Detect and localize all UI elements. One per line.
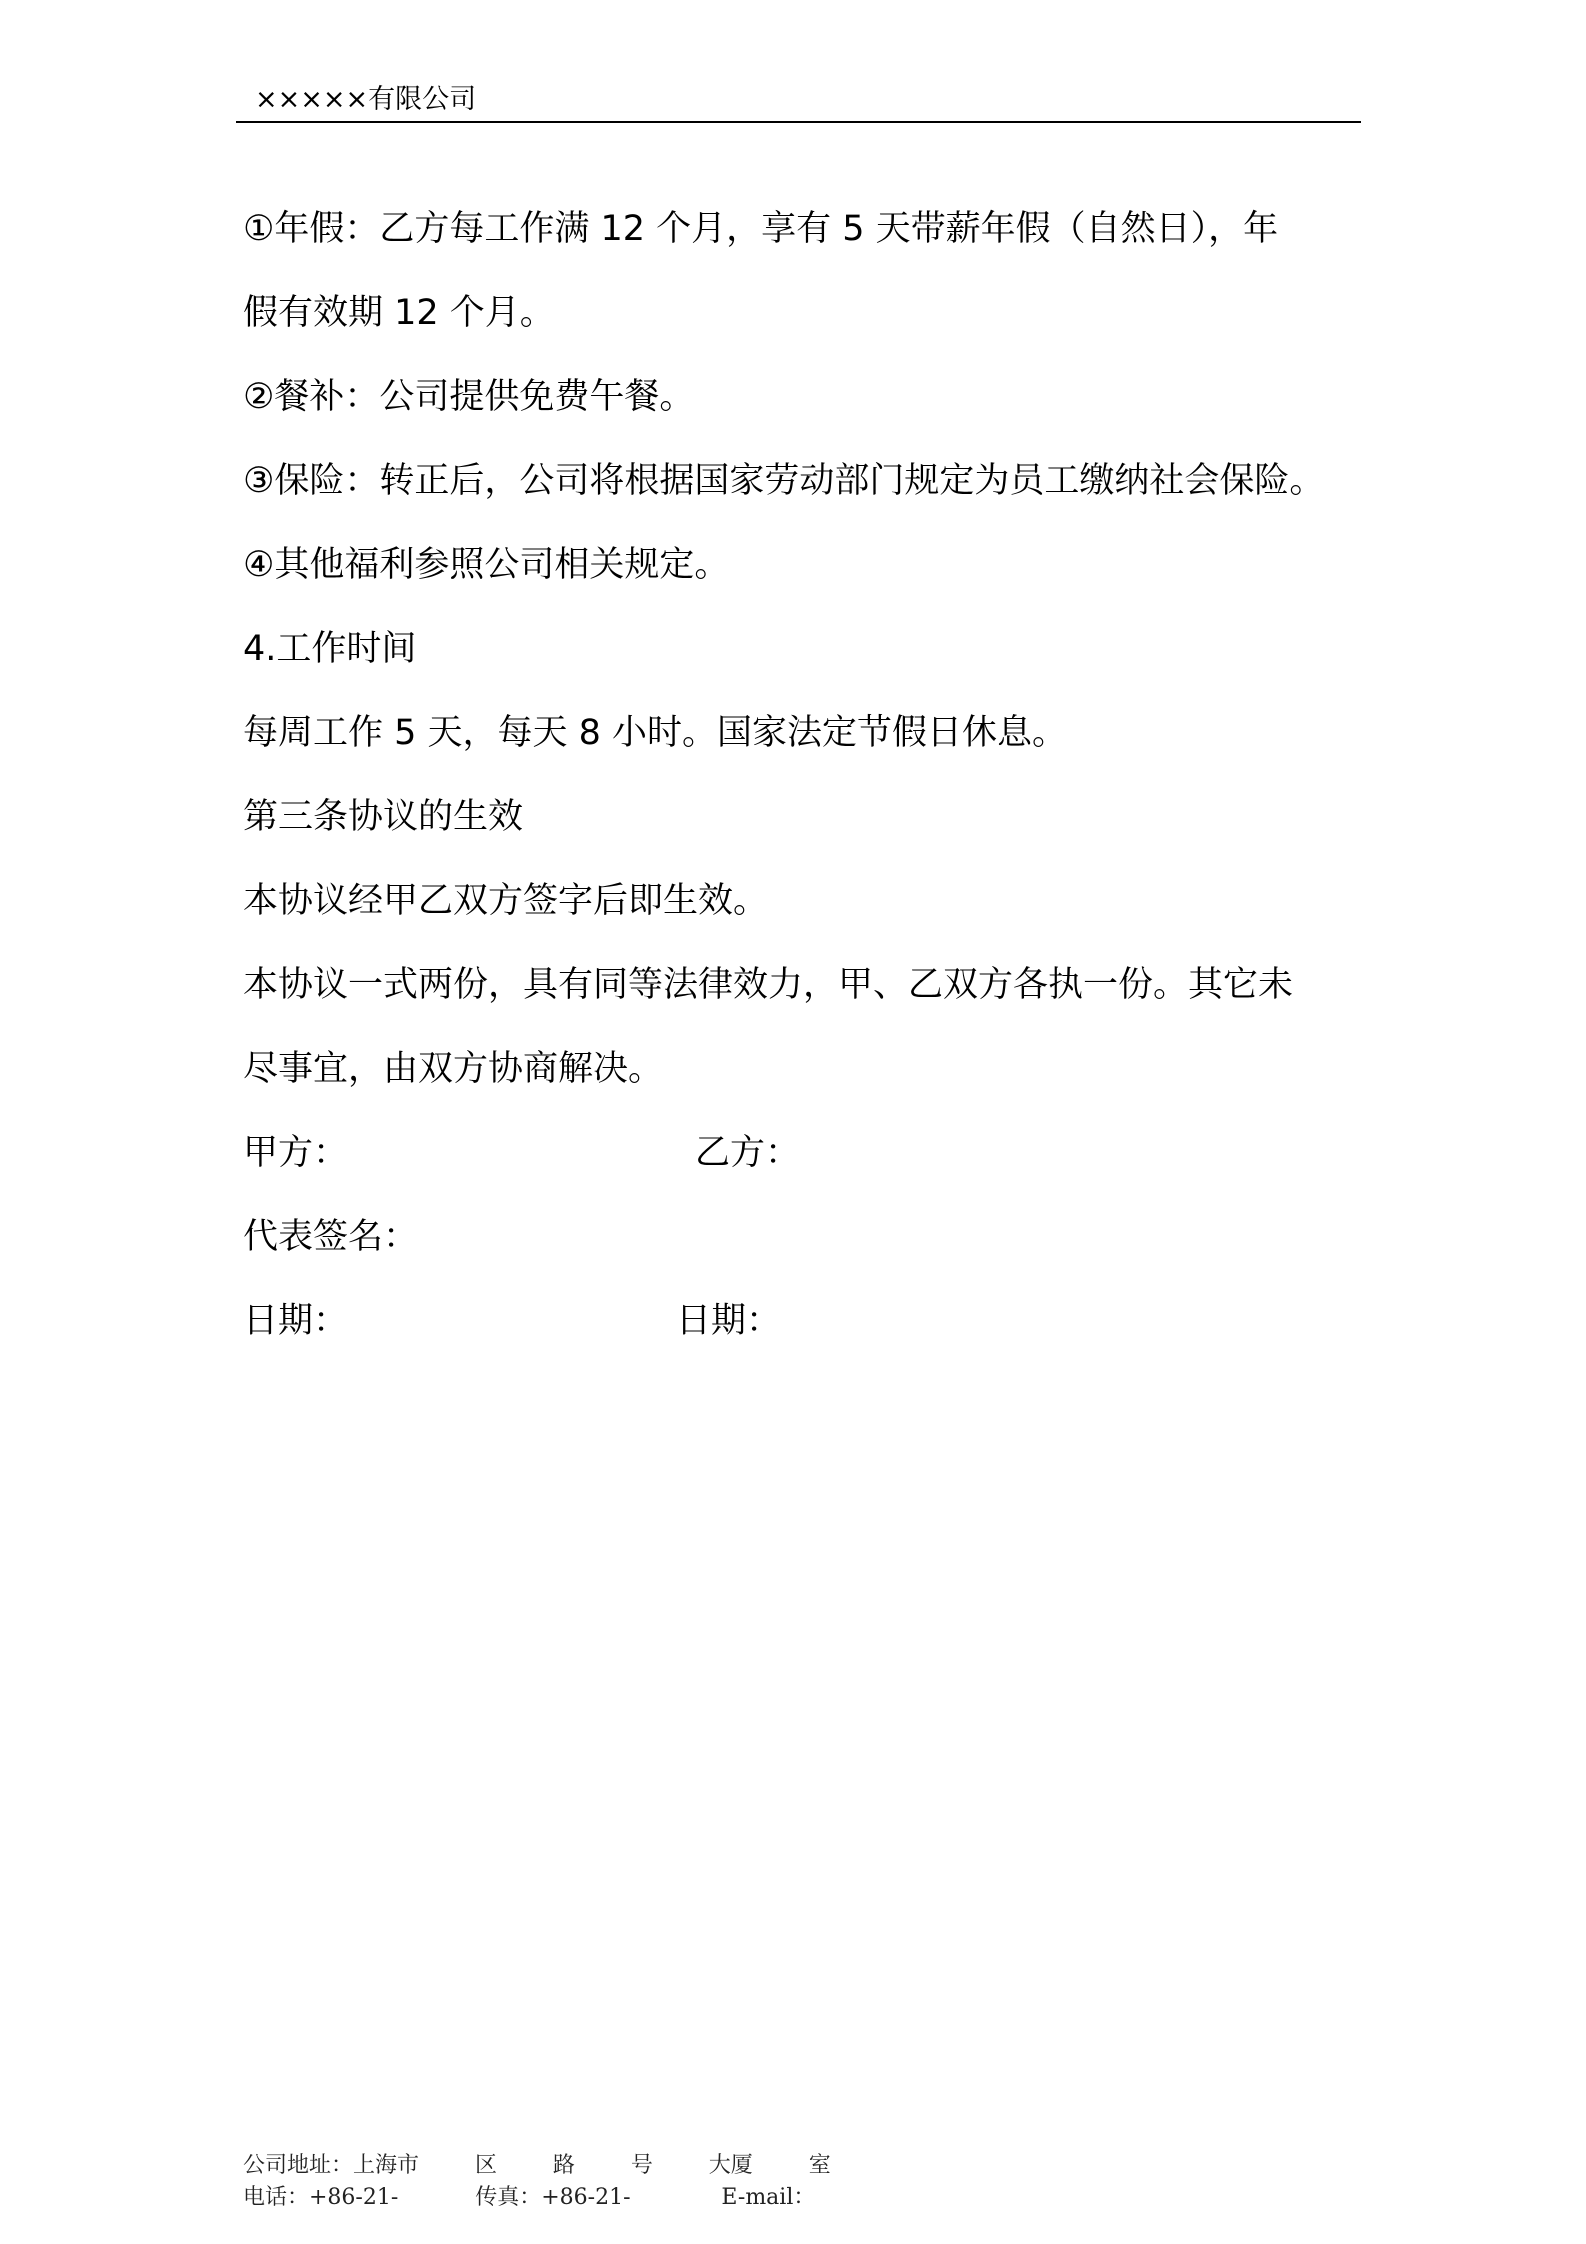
effective-clause-line: 本协议经甲乙双方签字后即生效。 xyxy=(243,881,769,921)
insurance-line: ③保险：转正后，公司将根据国家劳动部门规定为员工缴纳社会保险。 xyxy=(243,461,1325,501)
header-divider xyxy=(236,121,1361,123)
party-b-date-label: 日期： xyxy=(676,1301,782,1341)
copies-clause-line-2: 尽事宜，由双方协商解决。 xyxy=(243,1049,664,1089)
other-benefits-line: ④其他福利参照公司相关规定。 xyxy=(243,545,730,585)
meal-allowance-line: ②餐补：公司提供免费午餐。 xyxy=(243,377,695,417)
party-a-label: 甲方： xyxy=(243,1133,349,1173)
footer-address: 公司地址：上海市 区 路 号 大厦 室 xyxy=(243,2153,831,2178)
article-three-heading: 第三条协议的生效 xyxy=(243,797,524,837)
annual-leave-line-2: 假有效期 12 个月。 xyxy=(243,293,555,333)
working-hours-line: 每周工作 5 天，每天 8 小时。国家法定节假日休息。 xyxy=(243,713,1068,753)
representative-signature-label: 代表签名： xyxy=(243,1217,419,1257)
annual-leave-line-1: ①年假：乙方每工作满 12 个月，享有 5 天带薪年假（自然日），年 xyxy=(243,209,1279,249)
company-header-title: ×××××有限公司 xyxy=(255,84,477,115)
copies-clause-line-1: 本协议一式两份，具有同等法律效力，甲、乙双方各执一份。其它未 xyxy=(243,965,1294,1005)
footer-contact: 电话：+86-21- 传真：+86-21- E-mail： xyxy=(243,2185,816,2210)
working-hours-heading: 4.工作时间 xyxy=(243,629,417,669)
party-a-date-label: 日期： xyxy=(243,1301,349,1341)
party-b-label: 乙方： xyxy=(695,1133,801,1173)
